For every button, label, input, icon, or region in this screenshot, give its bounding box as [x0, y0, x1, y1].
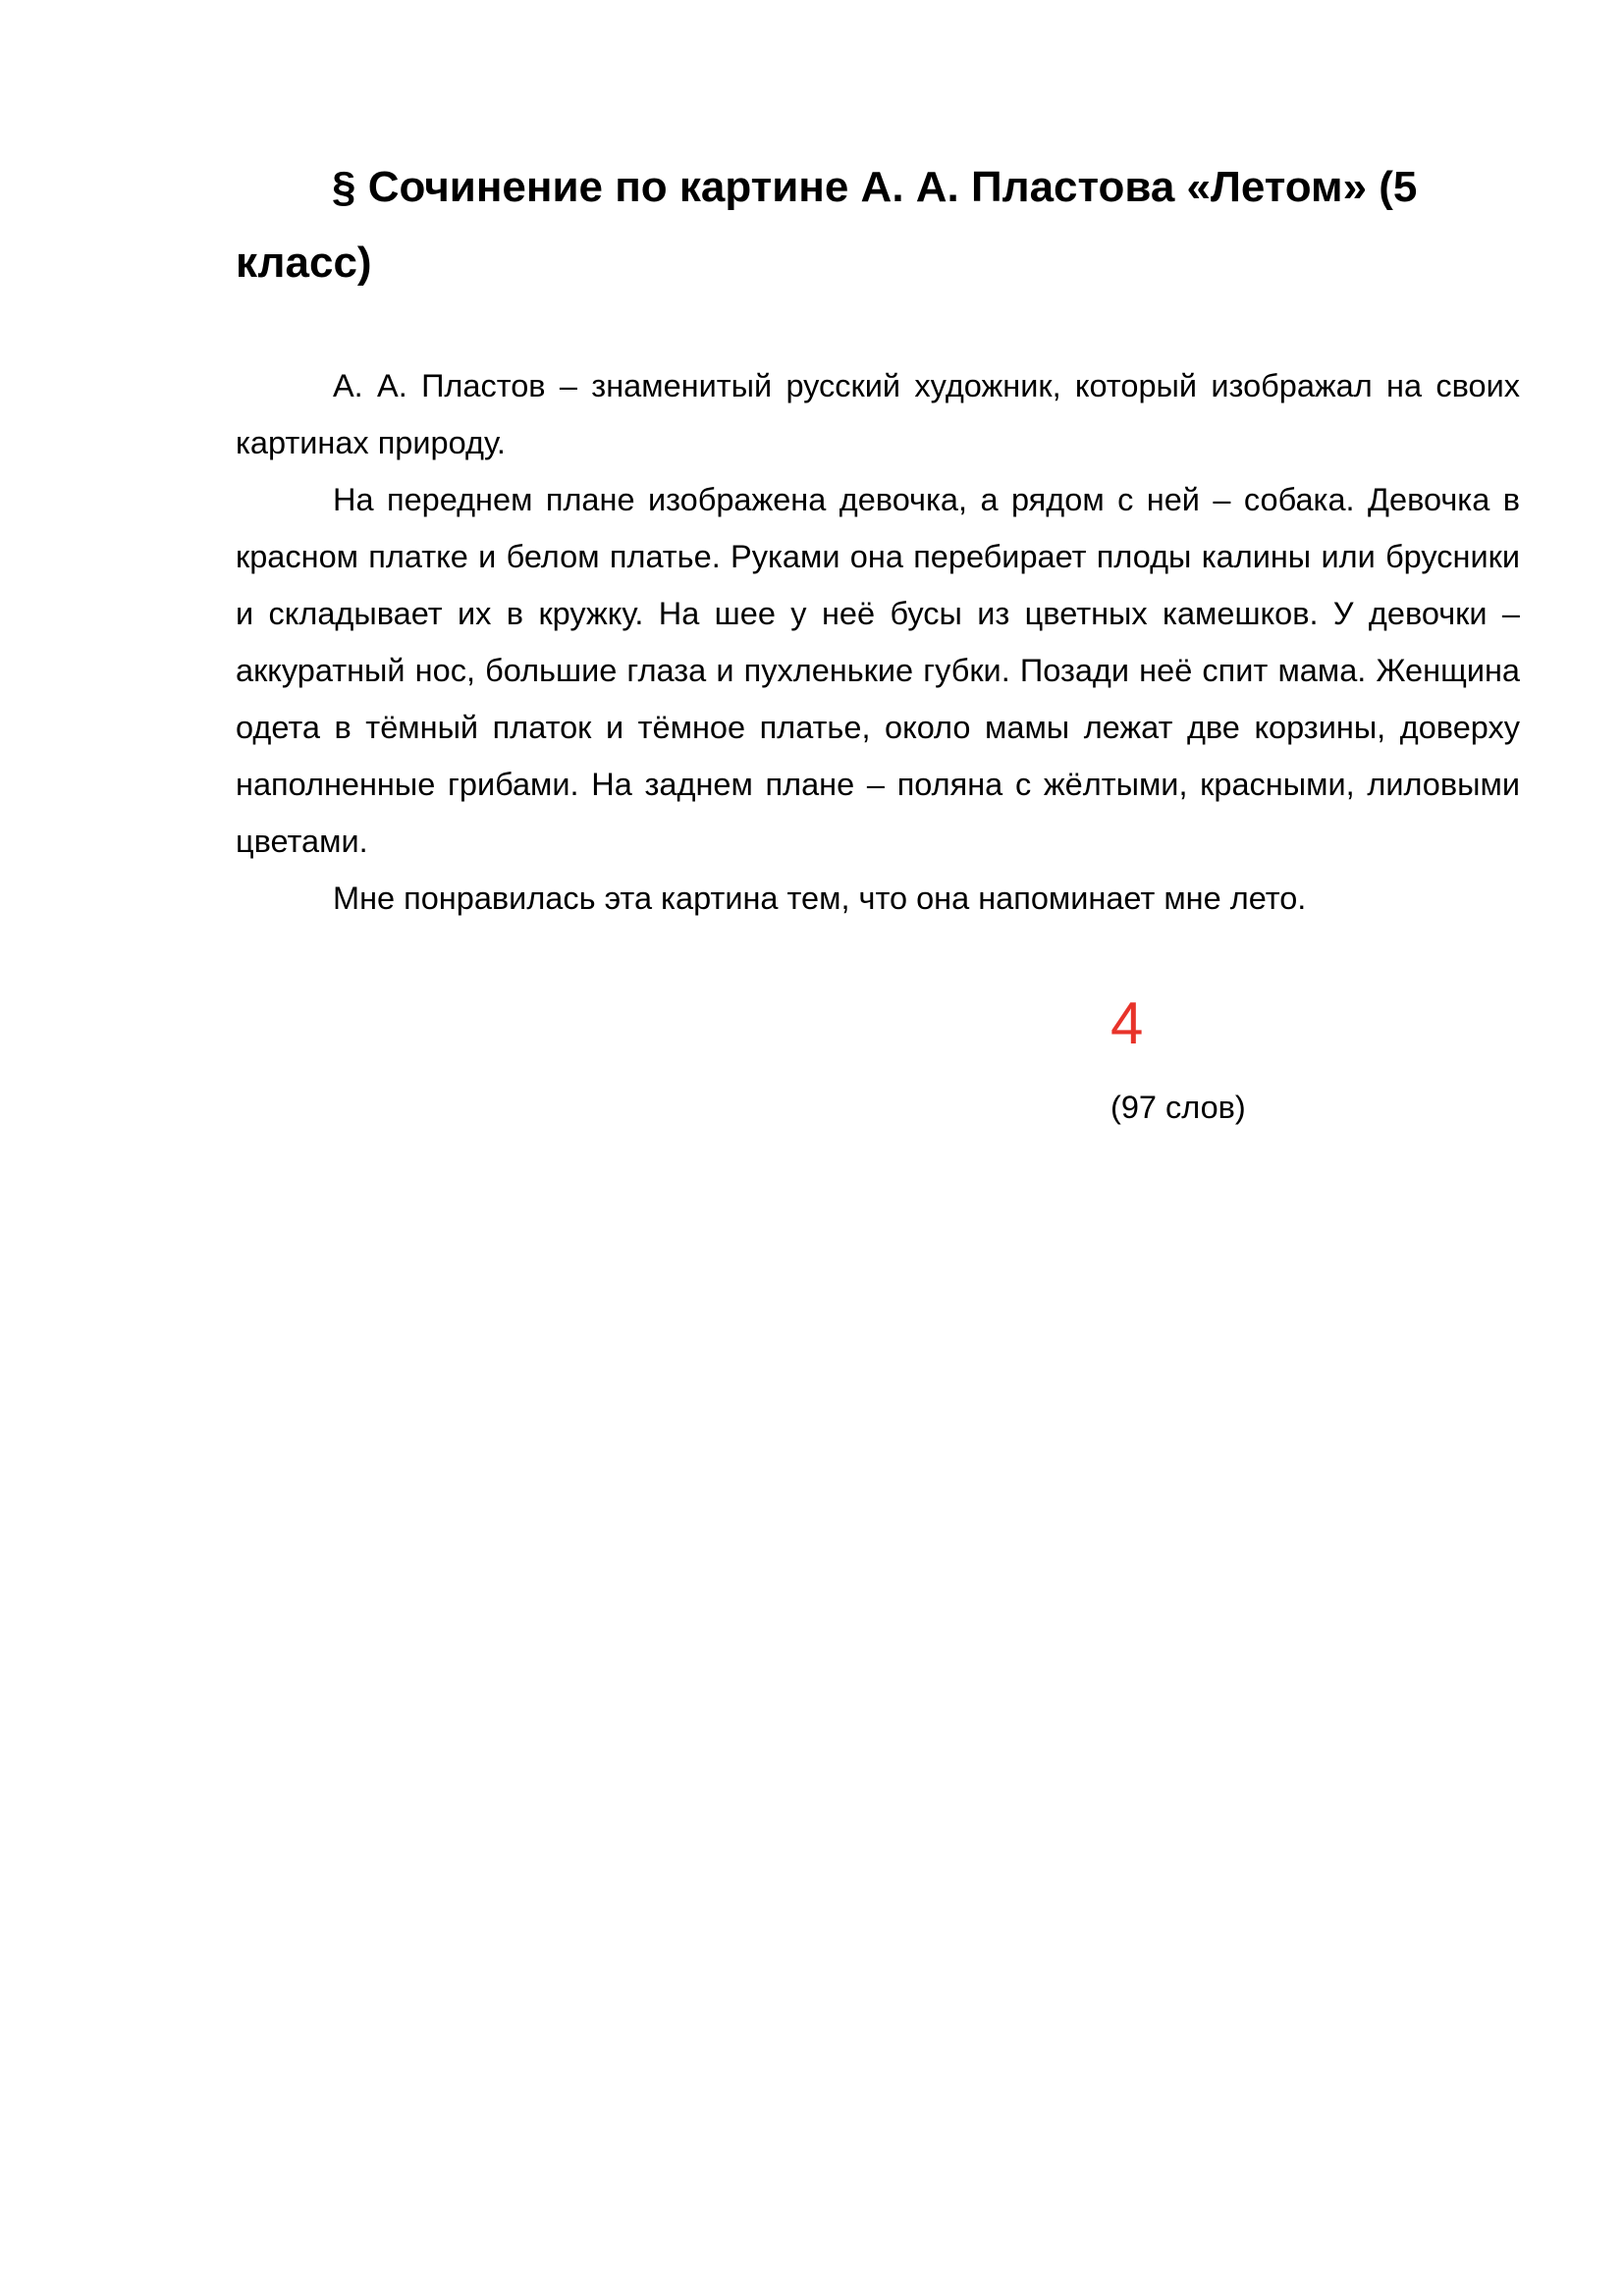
grade-mark: 4	[1110, 990, 1144, 1056]
essay-paragraph: Мне понравилась эта картина тем, что она напоминает мне лето.	[333, 881, 1307, 916]
essay-body	[236, 357, 1520, 927]
essay-paragraph: На переднем плане изображена девочка, а рядом с ней – собака. Девочка в красном платке и белом платье. Руками она перебирает плоды калины или брусники и складывает их в кружку. На шее у неё бусы из цветных камешков. У девочки – аккуратный нос, большие глаза и пухленькие губки. Позади неё спит мама. Женщина одета в тёмный платок и тёмное платье, около мамы лежат две корзины, доверху наполненные грибами. На заднем плане – поляна с жёлтыми, красными, лиловыми цветами.	[236, 482, 1520, 859]
essay-title: § Сочинение по картине А. А. Пластова «Летом» (5 класс)	[236, 163, 1418, 287]
word-count: (97 слов)	[1110, 1090, 1246, 1125]
essay-paragraph: А. А. Пластов – знаменитый русский художник, который изображал на своих картинах природу.	[236, 368, 1520, 460]
